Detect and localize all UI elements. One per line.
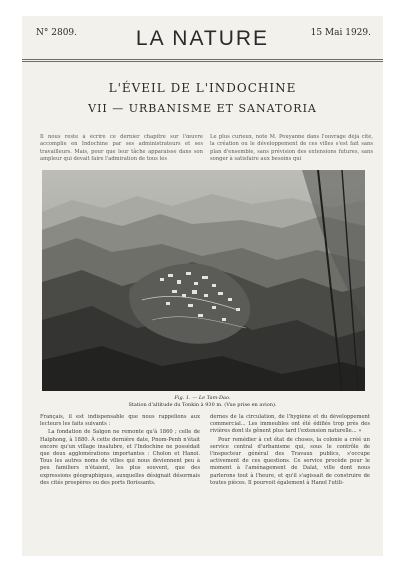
body-paragraph: dernes de la circulation, de l'hygiène et du développement commercial... Les immeubles ont été édifiés trop près des rivières dont ils gênent plus tard l'extension naturelle... » (210, 414, 370, 435)
figure-title: Fig. 1. — Le Tam-Dao. (174, 395, 231, 401)
issue-number: N° 2809. (36, 28, 78, 38)
intro-paragraph-left: Il nous reste à écrire ce dernier chapitre sur l'œuvre accomplie en Indochine par ses administrateurs et ses travailleurs. Mais, pour que leur tâche apparaisse dans son ampleur qui devait faire l'admiration de tous les (40, 134, 203, 162)
journal-title: LA NATURE (135, 27, 270, 50)
body-paragraph: Pour remédier à cet état de choses, la colonie a créé un service central d'urbanisme qui, sous le contrôle de l'inspecteur général des Travaux publics, s'occupe activement de ces questions. Ce service procède pour le moment à l'aménagement de Dalat, ville dont nous parlerons tout à l'heure, et qu'il s'agissait de construire de toutes pièces. Il pourvoit également à Hanoï l'utili- (210, 436, 370, 486)
body-column-left (40, 414, 200, 514)
body-column-right (210, 414, 370, 514)
mountain-photo-illustration (42, 170, 365, 391)
masthead (22, 16, 383, 62)
magazine-page (22, 16, 383, 556)
chapter-title: VII — URBANISME ET SANATORIA (88, 102, 317, 115)
masthead-rule (22, 59, 383, 60)
masthead-rule (22, 61, 383, 62)
figure-caption: Station d'altitude du Tonkin à 930 m. (Vue prise en avion). (128, 402, 277, 408)
intro-paragraph-right: Le plus curieux, note M. Pouyanne dans l'ouvrage déjà cité, la création ou le développement de ces villes s'est fait sans plan d'ensemble, sans prévision des extensions futures, sans songer à satisfaire aux besoins qui (210, 134, 373, 162)
series-title: L'ÉVEIL DE L'INDOCHINE (108, 81, 297, 95)
issue-date: 15 Mai 1929. (310, 28, 371, 38)
body-paragraph: La fondation de Saïgon ne remonte qu'à 1860 ; celle de Haïphong, à 1880. À cette dernière date, Pnom-Penh n'était encore qu'un village insalubre, et l'Indochine ne possédait que deux agglomérations importantes : Cholon et Hanoï. Tous les autres noms de villes qui nous deviennent peu à peu familiers n'étaient, les plus souvent, que des expressions géographiques, auxquelles désignait désormais des cités prospères ou des ports florissants. (40, 429, 200, 486)
body-paragraph: Français, il est indispensable que nous rappelions aux lecteurs les faits suivants : (40, 414, 200, 428)
aerial-photo (42, 170, 365, 391)
